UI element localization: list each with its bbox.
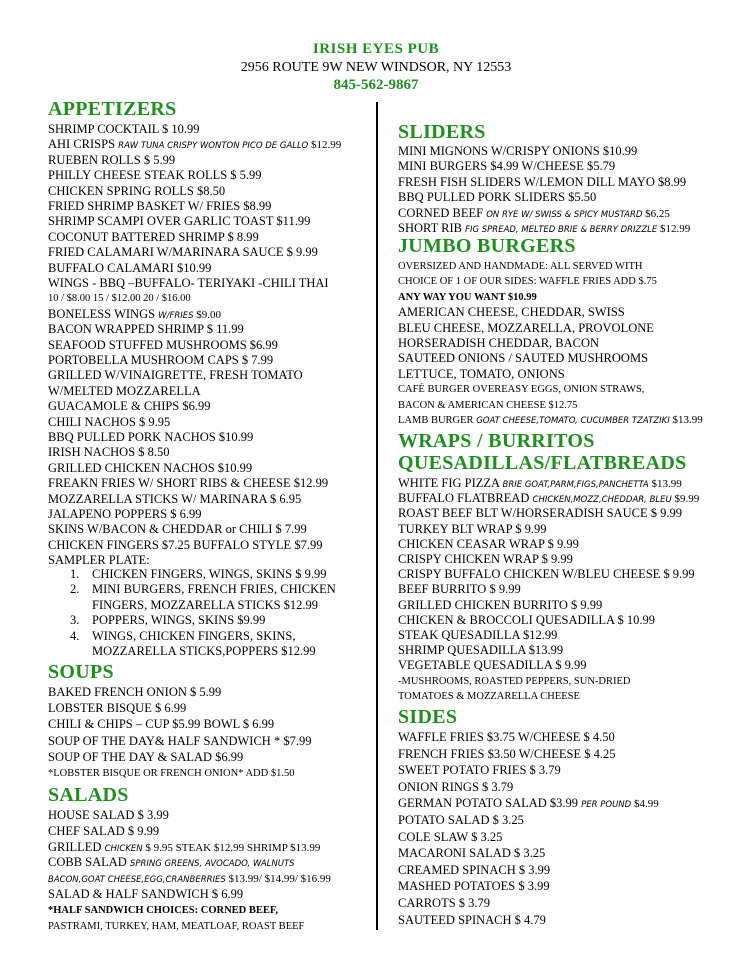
menu-item (398, 913, 546, 928)
item-text: CHICKEN FINGERS, WINGS, SKINS $ 9.99 (92, 567, 327, 581)
menu-item (398, 879, 550, 894)
menu-item (398, 522, 547, 537)
menu-item (398, 175, 686, 190)
menu-item (48, 701, 186, 716)
menu-item (398, 830, 502, 845)
menu-item (398, 159, 615, 174)
menu-item (48, 353, 273, 368)
item-description: ON RYE W/ SWISS & SPICY MUSTARD (486, 209, 643, 220)
menu-item (48, 553, 150, 568)
menu-item (70, 598, 318, 613)
menu-item (48, 507, 202, 522)
menu-item (398, 813, 524, 828)
item-text: ONION RINGS $ 3.79 (398, 779, 514, 794)
item-text: MINI BURGERS, FRENCH FRIES, CHICKEN (92, 582, 336, 597)
item-text: BBQ PULLED PORK NACHOS $10.99 (48, 430, 254, 444)
menu-item (48, 734, 311, 749)
item-text: BLEU CHEESE, MOZZARELLA, PROVOLONE (398, 320, 654, 335)
menu-item (48, 808, 169, 823)
menu-item (398, 674, 631, 689)
item-text: SHRIMP SCAMPI OVER GARLIC TOAST $11.99 (48, 214, 311, 229)
menu-item (48, 415, 170, 430)
item-text: CHILI NACHOS $ 9.95 (48, 414, 171, 429)
menu-item (398, 730, 615, 745)
item-price: $9.99 (671, 493, 700, 506)
menu-item (398, 747, 616, 762)
item-text: AMERICAN CHEESE, CHEDDAR, SWISS (398, 305, 625, 320)
item-price: $9.00 (193, 308, 222, 321)
menu-item (398, 351, 648, 366)
item-price: $13.99/ $14.99/ $16.99 (225, 873, 331, 886)
item-text: POTATO SALAD $ 3.25 (398, 813, 524, 827)
restaurant-address: 2956 ROUTE 9W NEW WINDSOR, NY 12553 (240, 60, 512, 75)
item-text: WINGS - BBQ –BUFFALO- TERIYAKI -CHILI THAI (48, 276, 329, 290)
item-text: IRISH NACHOS $ 8.50 (48, 445, 170, 460)
menu-item (48, 276, 329, 291)
menu-item (398, 643, 563, 658)
item-text: WINGS, CHICKEN FINGERS, SKINS, (92, 628, 296, 643)
menu-item (398, 658, 587, 673)
menu-item (48, 903, 278, 918)
item-price: $4.99 (631, 798, 659, 811)
menu-item (398, 689, 580, 704)
menu-item (48, 750, 243, 765)
item-text: HOUSE SALAD $ 3.99 (48, 808, 169, 822)
menu-header (0, 41, 752, 94)
menu-item (48, 538, 322, 553)
section-title: QUESADILLAS/FLATBREADS (398, 452, 687, 474)
item-text: FRESH FISH SLIDERS W/LEMON DILL MAYO $8.99 (398, 174, 687, 189)
section-title: SOUPS (48, 661, 114, 683)
menu-item (398, 274, 657, 289)
menu-item (70, 644, 316, 659)
item-text: ROAST BEEF BLT W/HORSERADISH SAUCE $ 9.99 (398, 506, 682, 521)
item-text: FRIED SHRIMP BASKET W/ FRIES $8.99 (48, 199, 272, 213)
item-text: LETTUCE, TOMATO, ONIONS (398, 366, 565, 381)
menu-item (48, 384, 201, 399)
menu-item (398, 796, 659, 813)
restaurant-name: IRISH EYES PUB (312, 41, 440, 57)
item-text: CHICKEN FINGERS $7.25 BUFFALO STYLE $7.99 (48, 537, 323, 552)
item-text: AHI CRISPS (48, 137, 119, 152)
item-text: CARROTS $ 3.79 (398, 896, 491, 910)
menu-item (398, 144, 637, 159)
item-text: TURKEY BLT WRAP $ 9.99 (398, 521, 547, 536)
item-description: CHICKEN (104, 843, 143, 854)
menu-item (48, 214, 310, 229)
item-text: CORNED BEEF (398, 205, 487, 220)
item-text: SOUP OF THE DAY & SALAD $6.99 (48, 749, 244, 764)
section-title: SALADS (48, 784, 129, 806)
item-text: JALAPENO POPPERS $ 6.99 (48, 507, 202, 521)
item-text: PHILLY CHEESE STEAK ROLLS $ 5.99 (48, 168, 262, 183)
menu-item (398, 367, 565, 382)
item-text: *LOBSTER BISQUE OR FRENCH ONION* ADD $1.50 (48, 768, 295, 779)
item-text: BONELESS WINGS (48, 306, 159, 321)
menu-item (48, 476, 328, 491)
menu-item (48, 492, 301, 507)
item-text: SHORT RIB (398, 221, 466, 235)
item-number: 1. (70, 567, 80, 581)
menu-item (398, 582, 521, 597)
item-text: FINGERS, MOZZARELLA STICKS $12.99 (92, 597, 319, 612)
menu-item (48, 766, 294, 781)
item-number: 3. (70, 613, 80, 628)
item-text: RUEBEN ROLLS $ 5.99 (48, 152, 176, 167)
menu-item (398, 382, 644, 397)
item-text: BACON & AMERICAN CHEESE $12.75 (398, 399, 578, 411)
item-price: $ 9.95 STEAK $12.99 SHRIMP $13.99 (142, 841, 321, 854)
section-title: SLIDERS (398, 121, 486, 143)
item-text: CHICKEN SPRING ROLLS $8.50 (48, 183, 226, 198)
item-text: VEGETABLE QUESADILLA $ 9.99 (398, 658, 587, 673)
menu-item (48, 168, 262, 183)
item-text: MASHED POTATOES $ 3.99 (398, 879, 550, 894)
menu-item (48, 368, 303, 383)
item-text: OVERSIZED AND HANDMADE: ALL SERVED WITH (398, 261, 643, 272)
item-text: BBQ PULLED PORK SLIDERS $5.50 (398, 190, 597, 205)
menu-item (398, 763, 561, 778)
item-description: BACON,GOAT CHEESE,EGG,CRANBERRIES (48, 875, 226, 886)
menu-item (398, 506, 682, 521)
item-text: ANY WAY YOU WANT $10.99 (398, 291, 537, 303)
item-description: RAW TUNA CRISPY WONTON PICO DE GALLO (118, 141, 309, 152)
column-divider (376, 102, 378, 930)
menu-item (48, 184, 225, 199)
item-text: CHEF SALAD $ 9.99 (48, 823, 160, 838)
item-text: CAFÉ BURGER OVEREASY EGGS, ONION STRAWS, (398, 384, 645, 396)
menu-item (48, 522, 307, 537)
menu-item (70, 613, 265, 628)
menu-item (398, 896, 490, 911)
item-text: BUFFALO CALAMARI $10.99 (48, 260, 212, 275)
item-price: $13.99 (648, 478, 682, 490)
menu-item (48, 291, 191, 306)
item-text: MOZZARELLA STICKS,POPPERS $12.99 (92, 644, 316, 658)
item-text: MOZZARELLA STICKS W/ MARINARA $ 6.95 (48, 491, 302, 506)
item-description: W/FRIES (158, 310, 194, 321)
menu-item (398, 336, 599, 351)
menu-item (70, 582, 336, 597)
menu-item (48, 840, 320, 857)
item-description: FIG SPREAD, MELTED BRIE & BERRY DRIZZLE (465, 225, 658, 235)
menu-item (48, 153, 175, 168)
item-text: -MUSHROOMS, ROASTED PEPPERS, SUN-DRIED (398, 675, 631, 687)
menu-item (398, 598, 602, 613)
item-price: $13.99 (669, 414, 703, 426)
item-text: GRILLED W/VINAIGRETTE, FRESH TOMATO (48, 368, 303, 383)
item-text: SAMPLER PLATE: (48, 553, 150, 568)
item-description: BRIE GOAT,PARM,FIGS,PANCHETTA (502, 480, 649, 490)
item-text: CREAMED SPINACH $ 3.99 (398, 862, 551, 877)
menu-item (48, 261, 211, 276)
menu-item (70, 567, 327, 582)
item-text: 10 / $8.00 15 / $12.00 20 / $16.00 (48, 293, 191, 305)
menu-item (398, 413, 703, 429)
item-text: BUFFALO FLATBREAD (398, 491, 533, 506)
menu-item (48, 322, 244, 337)
menu-item (48, 855, 295, 872)
item-text: PORTOBELLA MUSHROOM CAPS $ 7.99 (48, 353, 274, 367)
item-text: MINI MIGNONS W/CRISPY ONIONS $10.99 (398, 144, 638, 158)
menu-item (398, 321, 654, 336)
item-description: PER POUND (581, 800, 632, 811)
menu-item (48, 824, 159, 839)
item-text: SKINS W/BACON & CHEDDAR or CHILI $ 7.99 (48, 522, 307, 537)
item-text: FRIED CALAMARI W/MARINARA SAUCE $ 9.99 (48, 245, 318, 260)
item-text: CHICKEN CEASAR WRAP $ 9.99 (398, 536, 579, 551)
item-text: FRENCH FRIES $3.50 W/CHEESE $ 4.25 (398, 746, 616, 761)
item-text: COCONUT BATTERED SHRIMP $ 8.99 (48, 229, 259, 244)
menu-item (48, 430, 253, 445)
menu-item (48, 230, 259, 245)
item-text: WHITE FIG PIZZA (398, 476, 503, 490)
item-text: CHICKEN & BROCCOLI QUESADILLA $ 10.99 (398, 612, 655, 627)
menu-item (398, 846, 545, 861)
item-text: SWEET POTATO FRIES $ 3.79 (398, 763, 561, 778)
item-text: W/MELTED MOZZARELLA (48, 383, 201, 398)
menu-item (398, 567, 695, 582)
item-description: GOAT CHEESE,TOMATO, CUCUMBER TZATZIKI (476, 416, 670, 426)
menu-item (48, 245, 318, 260)
item-description: SPRING GREENS, AVOCADO, WALNUTS (129, 859, 295, 870)
menu-item (48, 871, 331, 888)
menu-item (48, 887, 243, 902)
item-text: MINI BURGERS $4.99 W/CHEESE $5.79 (398, 159, 616, 174)
item-text: CRISPY BUFFALO CHICKEN W/BLEU CHEESE $ 9.99 (398, 567, 695, 582)
item-text: PASTRAMI, TURKEY, HAM, MEATLOAF, ROAST BEEF (48, 920, 305, 932)
menu-item (48, 919, 304, 934)
item-text: LOBSTER BISQUE $ 6.99 (48, 701, 187, 716)
menu-item (398, 628, 557, 643)
item-text: GRILLED CHICKEN NACHOS $10.99 (48, 460, 253, 475)
menu-item (398, 537, 579, 552)
section-title: WRAPS / BURRITOS (398, 430, 595, 452)
item-text: SALAD & HALF SANDWICH $ 6.99 (48, 887, 244, 901)
item-text: SOUP OF THE DAY& HALF SANDWICH * $7.99 (48, 733, 312, 748)
item-price: $12.99 (308, 139, 342, 152)
menu-item (70, 629, 296, 644)
item-text: SAUTEED ONIONS / SAUTED MUSHROOMS (398, 351, 649, 366)
item-text: SAUTEED SPINACH $ 4.79 (398, 912, 546, 927)
item-text: COBB SALAD (48, 855, 130, 870)
item-text: GERMAN POTATO SALAD $3.99 (398, 796, 582, 811)
menu-item (48, 399, 211, 414)
item-text: BACON WRAPPED SHRIMP $ 11.99 (48, 322, 244, 337)
section-title: SIDES (398, 706, 458, 728)
item-price: $12.99 (657, 223, 691, 235)
item-text: LAMB BURGER (398, 415, 477, 426)
menu-item (48, 199, 271, 214)
item-text: STEAK QUESADILLA $12.99 (398, 628, 558, 642)
menu-item (48, 717, 274, 732)
menu-item (48, 338, 278, 353)
item-text: TOMATOES & MOZZARELLA CHEESE (398, 690, 580, 702)
section-title: APPETIZERS (48, 98, 177, 120)
menu-item (398, 552, 573, 567)
item-text: HORSERADISH CHEDDAR, BACON (398, 336, 600, 350)
menu-item (48, 122, 200, 137)
item-text: MACARONI SALAD $ 3.25 (398, 846, 546, 861)
item-text: BAKED FRENCH ONION $ 5.99 (48, 685, 222, 699)
item-number: 4. (70, 628, 80, 643)
item-description: CHICKEN,MOZZ,CHEDDAR, BLEU (532, 495, 672, 506)
menu-item (398, 613, 655, 628)
item-text: CRISPY CHICKEN WRAP $ 9.99 (398, 552, 573, 566)
restaurant-phone: 845-562-9867 (333, 77, 419, 93)
item-text: POPPERS, WINGS, SKINS $9.99 (92, 613, 266, 628)
menu-item (48, 445, 170, 460)
item-text: SHRIMP QUESADILLA $13.99 (398, 643, 564, 658)
menu-item (48, 685, 221, 700)
section-title: JUMBO BURGERS (398, 235, 576, 257)
item-text: CHOICE OF 1 OF OUR SIDES: WAFFLE FRIES ADD $.75 (398, 276, 657, 288)
menu-item (398, 190, 596, 205)
menu-item (398, 780, 513, 795)
item-text: GRILLED CHICKEN BURRITO $ 9.99 (398, 597, 603, 612)
menu-item (398, 863, 550, 878)
item-text: COLE SLAW $ 3.25 (398, 829, 503, 844)
item-text: CHILI & CHIPS – CUP $5.99 BOWL $ 6.99 (48, 717, 275, 732)
menu-item (398, 259, 642, 274)
item-text: BEEF BURRITO $ 9.99 (398, 582, 521, 597)
item-text: GUACAMOLE & CHIPS $6.99 (48, 399, 211, 414)
item-text: FREAKN FRIES W/ SHORT RIBS & CHEESE $12.99 (48, 476, 329, 491)
item-text: SHRIMP COCKTAIL $ 10.99 (48, 122, 200, 136)
item-text: *HALF SANDWICH CHOICES: CORNED BEEF, (48, 904, 278, 916)
menu-item (398, 398, 577, 413)
item-text: WAFFLE FRIES $3.75 W/CHEESE $ 4.50 (398, 730, 615, 744)
menu-item (398, 305, 625, 320)
item-text: GRILLED (48, 839, 105, 854)
item-number: 2. (70, 582, 80, 597)
menu-item (48, 461, 252, 476)
menu-item (398, 290, 537, 305)
item-price: $6.25 (642, 207, 670, 220)
item-text: SEAFOOD STUFFED MUSHROOMS $6.99 (48, 337, 278, 352)
